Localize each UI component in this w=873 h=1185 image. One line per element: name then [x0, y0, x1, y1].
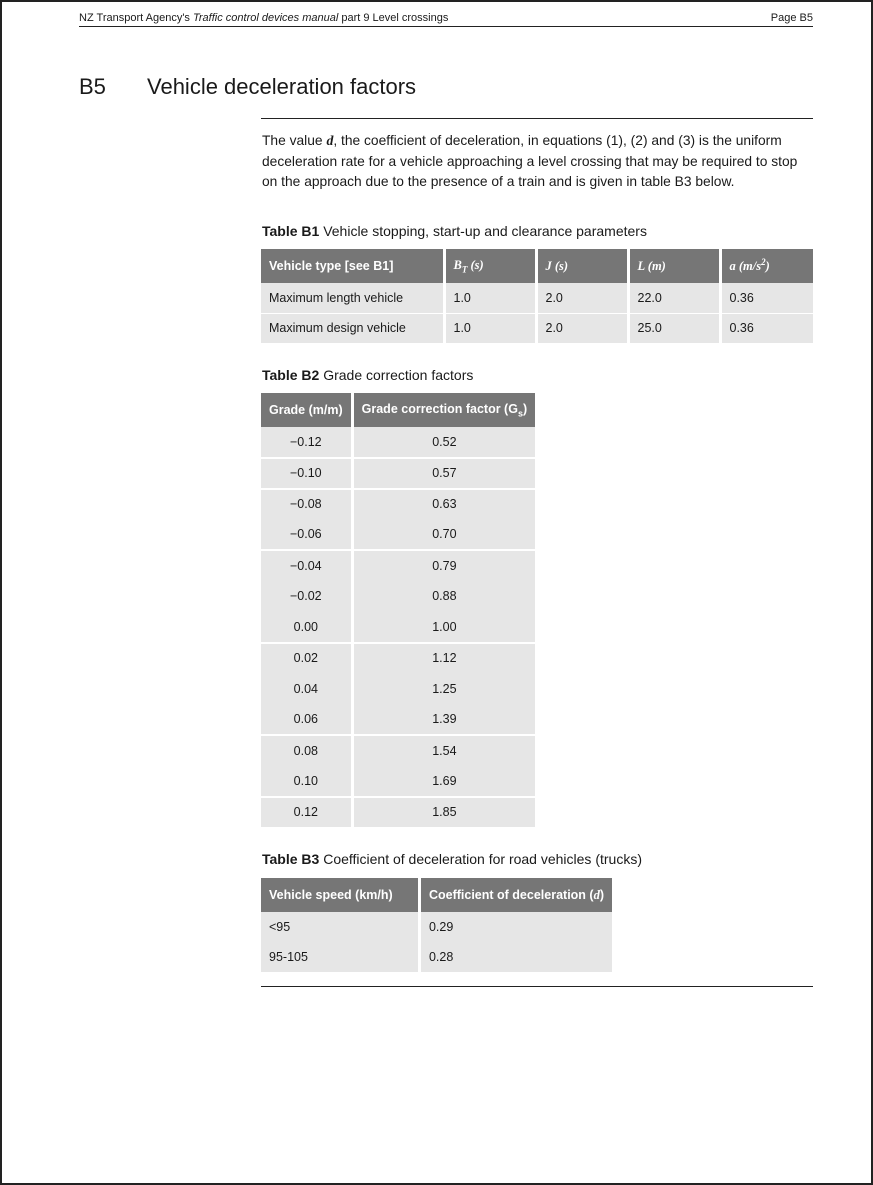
table-cell: 0.52	[352, 427, 535, 458]
table-cell: 25.0	[628, 313, 720, 343]
table-cell: <95	[261, 912, 419, 942]
table-cell: 0.36	[720, 283, 813, 313]
table-row	[261, 942, 612, 972]
table-row	[261, 766, 535, 797]
column-header: J (s)	[536, 249, 628, 283]
table-cell: 95-105	[261, 942, 419, 972]
table-cell: 2.0	[536, 283, 628, 313]
table-cell: −0.02	[261, 581, 352, 612]
table-row	[261, 581, 535, 612]
table-row	[261, 612, 535, 643]
table-cell: 1.0	[444, 313, 536, 343]
table-b1	[261, 249, 813, 343]
table-cell: Maximum length vehicle	[261, 283, 444, 313]
table-cell: 0.10	[261, 766, 352, 797]
section-number: B5	[79, 74, 106, 99]
table-header-row	[261, 393, 535, 427]
table-cell: 2.0	[536, 313, 628, 343]
table-row	[261, 912, 612, 942]
table-row	[261, 489, 535, 520]
column-header: $B_T$ (s)	[444, 249, 536, 283]
column-header: Vehicle speed (km/h)	[261, 878, 419, 912]
table-cell: 0.00	[261, 612, 352, 643]
table-cell: −0.10	[261, 458, 352, 489]
table-row	[261, 704, 535, 735]
column-header: Vehicle type [see B1]	[261, 249, 444, 283]
table-row	[261, 458, 535, 489]
table-cell: 22.0	[628, 283, 720, 313]
table-cell: 0.08	[261, 735, 352, 766]
table-cell: Maximum design vehicle	[261, 313, 444, 343]
table-cell: −0.08	[261, 489, 352, 520]
table-row	[261, 313, 813, 343]
table-row	[261, 643, 535, 674]
table-cell: 0.28	[419, 942, 612, 972]
header-title: NZ Transport Agency's Traffic control devices manual part 9 Level crossings	[79, 12, 449, 24]
table-cell: 1.25	[352, 673, 535, 704]
running-header	[79, 9, 813, 27]
table-b3	[261, 878, 612, 972]
table-cell: 0.12	[261, 797, 352, 828]
section-title: Vehicle deceleration factors	[147, 74, 417, 99]
table-cell: 1.0	[444, 283, 536, 313]
bottom-rule	[261, 986, 813, 987]
table-cell: 0.79	[352, 550, 535, 581]
section-heading	[79, 74, 416, 100]
table-row	[261, 797, 535, 828]
table-cell: 1.54	[352, 735, 535, 766]
table-row	[261, 673, 535, 704]
table-cell: −0.04	[261, 550, 352, 581]
table-cell: 0.04	[261, 673, 352, 704]
column-header: L (m)	[628, 249, 720, 283]
page-number: Page B5	[770, 12, 813, 24]
column-header: Coefficient of deceleration (d)	[419, 878, 612, 912]
table-cell: 1.00	[352, 612, 535, 643]
table-cell: −0.06	[261, 519, 352, 550]
table-cell: 0.63	[352, 489, 535, 520]
intro-paragraph: The value d, the coefficient of deceleration, in equations (1), (2) and (3) is the uniform deceleration rate for a vehicle approaching a level crossing that may be required to stop on the approach due to the presence of a train and is given in table B3 below.	[262, 133, 798, 189]
table-row	[261, 283, 813, 313]
table-row	[261, 519, 535, 550]
table-cell: 0.29	[419, 912, 612, 942]
top-rule	[261, 118, 813, 119]
table-cell: 0.36	[720, 313, 813, 343]
table-cell: 0.88	[352, 581, 535, 612]
table-cell: 0.06	[261, 704, 352, 735]
table-row	[261, 550, 535, 581]
column-header: Grade (m/m)	[261, 393, 352, 427]
table-cell: 1.39	[352, 704, 535, 735]
table-b3-caption: Table B3 Coefficient of deceleration for road vehicles (trucks)	[262, 851, 642, 867]
table-cell: 1.85	[352, 797, 535, 828]
table-cell: 0.70	[352, 519, 535, 550]
table-b2	[261, 393, 535, 827]
table-b2-caption: Table B2 Grade correction factors	[262, 367, 474, 383]
table-row	[261, 735, 535, 766]
table-header-row	[261, 249, 813, 283]
table-header-row	[261, 878, 612, 912]
table-cell: −0.12	[261, 427, 352, 458]
table-cell: 0.02	[261, 643, 352, 674]
table-cell: 0.57	[352, 458, 535, 489]
table-cell: 1.12	[352, 643, 535, 674]
column-header: Grade correction factor $(G_s)$	[352, 393, 535, 427]
column-header: a $(m/s^2)$	[720, 249, 813, 283]
table-cell: 1.69	[352, 766, 535, 797]
table-row	[261, 427, 535, 458]
table-b1-caption: Table B1 Vehicle stopping, start-up and clearance parameters	[262, 223, 647, 239]
